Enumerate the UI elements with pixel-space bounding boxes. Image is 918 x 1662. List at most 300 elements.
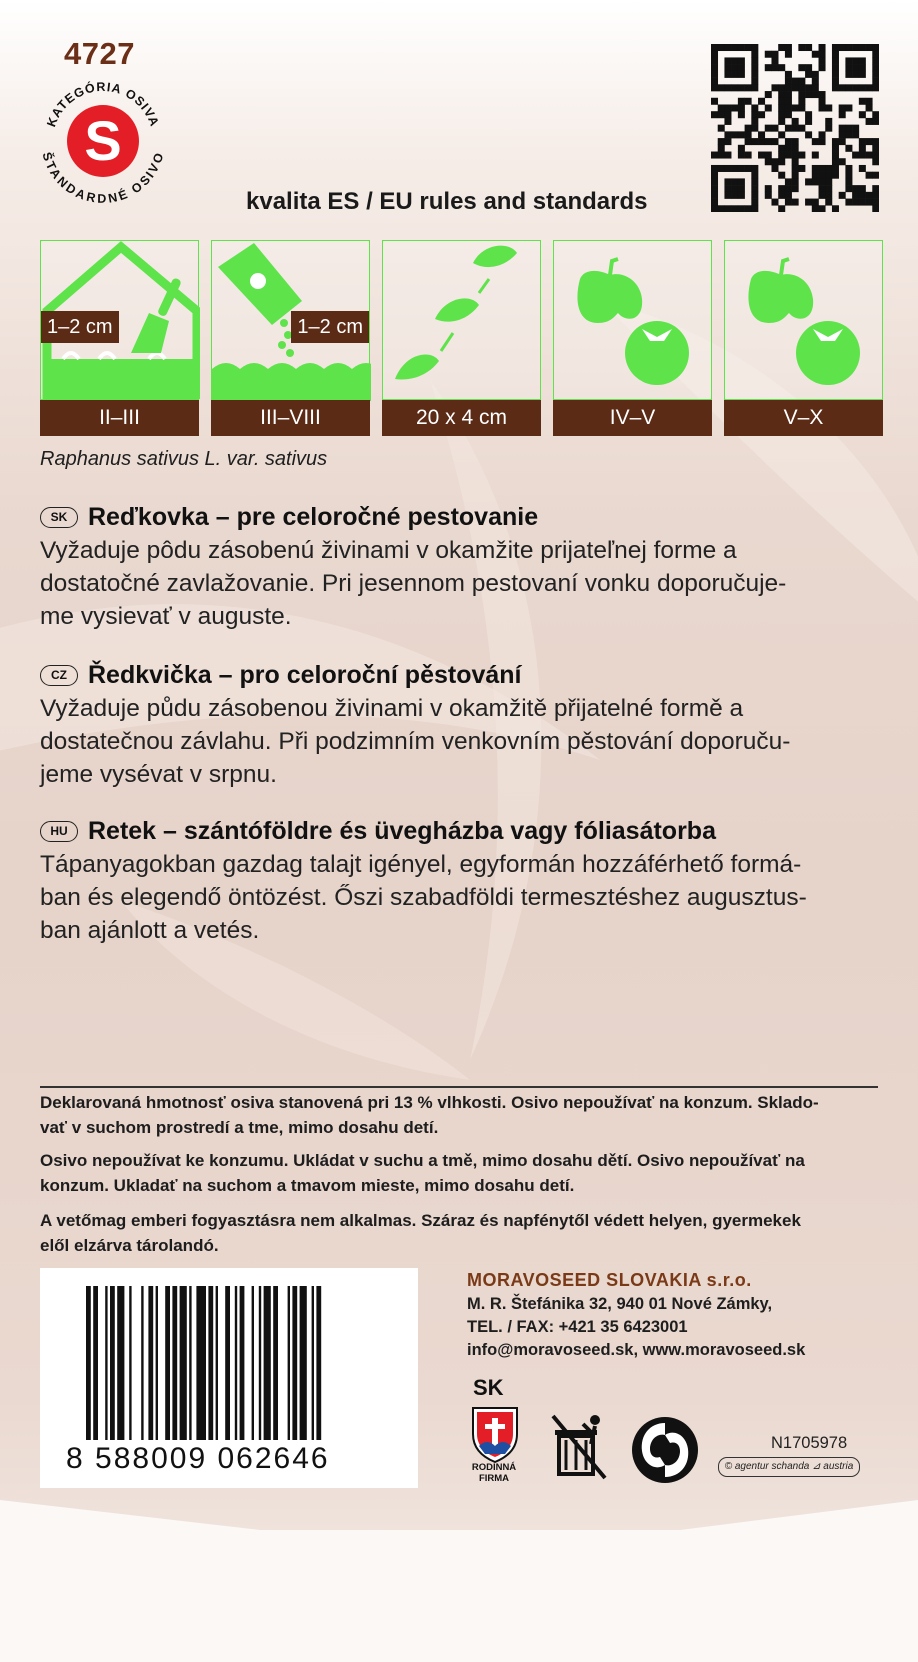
qr-module — [778, 44, 785, 51]
qr-module — [825, 104, 832, 111]
section-sk — [40, 500, 890, 633]
qr-module — [819, 185, 826, 192]
qr-module — [738, 64, 745, 71]
section-title — [40, 814, 890, 848]
qr-module — [751, 64, 758, 71]
qr-module — [792, 78, 799, 85]
qr-module — [731, 44, 738, 51]
section-hu — [40, 814, 890, 947]
barcode[interactable] — [40, 1268, 418, 1488]
family-line: FIRMA — [478, 1473, 510, 1484]
text-line: dostatočné zavlažovanie. Pri jesennom pestovaní vonku doporučuje- — [40, 570, 787, 597]
qr-module — [785, 44, 792, 51]
harvest-month-label: V–X — [724, 400, 883, 436]
barcode-bar — [196, 1286, 206, 1440]
qr-module — [758, 152, 765, 159]
text-line: jeme vysévat v srpnu. — [40, 761, 277, 788]
qr-module — [731, 104, 738, 111]
qr-module — [758, 111, 765, 118]
qr-module — [731, 178, 738, 185]
icon-card-spacing — [382, 240, 541, 436]
qr-module — [751, 71, 758, 78]
qr-module — [751, 199, 758, 206]
barcode-bar — [216, 1286, 218, 1440]
seed-packet-icon — [211, 240, 370, 400]
fine-line: vať v suchom prostredí a tme, mimo dosahu detí. — [40, 1118, 439, 1137]
icon-card-harvest-1 — [553, 240, 712, 436]
qr-module — [845, 71, 852, 78]
qr-module — [845, 185, 852, 192]
qr-module — [724, 71, 731, 78]
qr-module — [819, 104, 826, 111]
qr-module — [852, 84, 859, 91]
qr-module — [738, 185, 745, 192]
qr-module — [866, 84, 873, 91]
pepper-tomato-icon — [553, 240, 712, 400]
qr-module — [866, 98, 873, 105]
qr-module — [771, 125, 778, 132]
qr-module — [785, 192, 792, 199]
qr-module — [751, 57, 758, 64]
qr-module — [872, 138, 879, 145]
qr-module — [798, 78, 805, 85]
qr-module — [711, 199, 718, 206]
lang-badge: HU — [40, 821, 78, 842]
qr-module — [724, 165, 731, 172]
qr-module — [852, 152, 859, 159]
qr-module — [731, 185, 738, 192]
qr-module — [805, 71, 812, 78]
qr-module — [778, 185, 785, 192]
qr-module — [758, 131, 765, 138]
sowing-month-label: III–VIII — [211, 400, 370, 436]
qr-module — [738, 152, 745, 159]
qr-module — [731, 71, 738, 78]
qr-module — [738, 111, 745, 118]
qr-module — [718, 44, 725, 51]
qr-module — [792, 84, 799, 91]
qr-module — [731, 64, 738, 71]
qr-module — [765, 91, 772, 98]
qr-module — [778, 98, 785, 105]
qr-module — [872, 118, 879, 125]
qr-module — [792, 118, 799, 125]
qr-module — [859, 152, 866, 159]
qr-module — [872, 152, 879, 159]
fine-line: Osivo nepoužívat ke konzumu. Ukládat v suchu a tmě, mimo dosahu dětí. Osivo nepoužívať na — [40, 1151, 805, 1170]
qr-module — [792, 172, 799, 179]
qr-module — [771, 84, 778, 91]
barcode-bar — [105, 1286, 107, 1440]
qr-module — [778, 152, 785, 159]
qr-module — [738, 192, 745, 199]
qr-module — [724, 192, 731, 199]
qr-module — [711, 84, 718, 91]
qr-module — [819, 205, 826, 212]
qr-module — [778, 145, 785, 152]
qr-module — [738, 205, 745, 212]
qr-module — [785, 111, 792, 118]
qr-code[interactable] — [711, 44, 879, 212]
sowing-depth-label: 1–2 cm — [41, 311, 119, 343]
qr-module — [724, 185, 731, 192]
qr-module — [751, 178, 758, 185]
qr-module — [798, 91, 805, 98]
qr-module — [845, 84, 852, 91]
barcode-bar — [300, 1286, 307, 1440]
qr-module — [832, 84, 839, 91]
qr-module — [785, 138, 792, 145]
plant-spacing-icon — [382, 240, 541, 400]
qr-module — [718, 104, 725, 111]
qr-module — [751, 104, 758, 111]
qr-module — [751, 84, 758, 91]
qr-module — [859, 64, 866, 71]
qr-module — [819, 192, 826, 199]
qr-module — [845, 131, 852, 138]
qr-module — [718, 125, 725, 132]
barcode-bar — [180, 1286, 187, 1440]
qr-module — [852, 185, 859, 192]
qr-module — [872, 64, 879, 71]
qr-module — [872, 57, 879, 64]
qr-module — [778, 172, 785, 179]
qr-module — [785, 91, 792, 98]
qr-module — [825, 172, 832, 179]
qr-module — [845, 57, 852, 64]
qr-module — [805, 118, 812, 125]
qr-module — [845, 64, 852, 71]
greenhouse-icon — [40, 240, 199, 400]
qr-module — [832, 138, 839, 145]
qr-module — [832, 158, 839, 165]
fine-line: A vetőmag emberi fogyasztásra nem alkalmas. Száraz és napfénytől védett helyen, gyermekek — [40, 1211, 801, 1230]
qr-module — [805, 111, 812, 118]
qr-module — [711, 78, 718, 85]
qr-module — [859, 145, 866, 152]
qr-module — [751, 138, 758, 145]
qr-module — [738, 44, 745, 51]
barcode-bar — [165, 1286, 170, 1440]
barcode-bar — [141, 1286, 143, 1440]
company-web[interactable]: info@moravoseed.sk, www.moravoseed.sk — [467, 1341, 806, 1359]
sowing-depth-label: 1–2 cm — [291, 311, 369, 343]
qr-module — [859, 44, 866, 51]
qr-module — [859, 84, 866, 91]
qr-module — [825, 199, 832, 206]
qr-module — [812, 138, 819, 145]
section-cz — [40, 658, 890, 791]
qr-module — [751, 78, 758, 85]
qr-module — [771, 138, 778, 145]
qr-module — [745, 98, 752, 105]
seal-top-text: KATEGÓRIA OSIVA — [44, 79, 162, 129]
qr-module — [724, 131, 731, 138]
qr-module — [718, 165, 725, 172]
section-text — [40, 692, 890, 791]
qr-module — [751, 118, 758, 125]
qr-module — [845, 199, 852, 206]
qr-module — [745, 125, 752, 132]
qr-module — [819, 178, 826, 185]
qr-module — [812, 71, 819, 78]
qr-module — [738, 131, 745, 138]
qr-module — [785, 51, 792, 58]
qr-module — [724, 205, 731, 212]
qr-module — [839, 192, 846, 199]
qr-module — [771, 57, 778, 64]
qr-module — [745, 152, 752, 159]
qr-module — [778, 158, 785, 165]
qr-module — [731, 57, 738, 64]
seed-category-seal — [36, 74, 170, 208]
qr-module — [812, 172, 819, 179]
qr-module — [785, 98, 792, 105]
lang-badge: SK — [40, 507, 78, 528]
section-heading: Retek – szántóföldre és üvegházba vagy fóliasátorba — [88, 816, 716, 845]
qr-module — [866, 138, 873, 145]
text-line: Vyžaduje pôdu zásobenú živinami v okamžite prijateľnej forme a — [40, 537, 737, 564]
barcode-bar — [264, 1286, 271, 1440]
barcode-bar — [148, 1286, 153, 1440]
qr-module — [839, 125, 846, 132]
qr-module — [839, 104, 846, 111]
qr-module — [798, 125, 805, 132]
qr-module — [866, 152, 873, 159]
text-line: me vysievať v auguste. — [40, 603, 292, 630]
text-line: Tápanyagokban gazdag talajt igényel, egyformán hozzáférhető formá- — [40, 851, 802, 878]
barcode-bar — [86, 1286, 91, 1440]
qr-module — [839, 138, 846, 145]
icon-card-harvest-2 — [724, 240, 883, 436]
qr-module — [765, 51, 772, 58]
qr-module — [805, 64, 812, 71]
qr-module — [738, 98, 745, 105]
qr-module — [745, 165, 752, 172]
barcode-bar — [273, 1286, 278, 1440]
qr-module — [724, 57, 731, 64]
qr-module — [866, 104, 873, 111]
qr-module — [724, 138, 731, 145]
qr-module — [845, 165, 852, 172]
country-label: SK — [473, 1375, 504, 1400]
qr-module — [859, 111, 866, 118]
barcode-bar — [240, 1286, 245, 1440]
qr-module — [731, 131, 738, 138]
qr-module — [771, 165, 778, 172]
qr-module — [825, 178, 832, 185]
qr-module — [852, 71, 859, 78]
qr-module — [872, 199, 879, 206]
variety-code: 4727 — [64, 36, 135, 71]
qr-module — [724, 44, 731, 51]
barcode-bar — [93, 1286, 98, 1440]
fine-line: elől elzárva tárolandó. — [40, 1236, 219, 1255]
qr-module — [839, 111, 846, 118]
qr-module — [798, 64, 805, 71]
qr-module — [771, 51, 778, 58]
qr-module — [825, 165, 832, 172]
qr-module — [812, 51, 819, 58]
qr-module — [866, 118, 873, 125]
qr-module — [839, 158, 846, 165]
qr-module — [724, 104, 731, 111]
qr-module — [778, 84, 785, 91]
qr-module — [711, 192, 718, 199]
qr-module — [765, 185, 772, 192]
qr-module — [711, 185, 718, 192]
divider — [40, 1086, 878, 1088]
barcode-bar — [117, 1286, 124, 1440]
qr-module — [751, 111, 758, 118]
qr-module — [825, 125, 832, 132]
qr-module — [859, 192, 866, 199]
qr-module — [738, 57, 745, 64]
qr-module — [778, 192, 785, 199]
barcode-bar — [288, 1286, 290, 1440]
qr-module — [872, 71, 879, 78]
qr-module — [872, 51, 879, 58]
barcode-bar — [156, 1286, 158, 1440]
qr-module — [839, 44, 846, 51]
qr-module — [812, 91, 819, 98]
qr-module — [832, 172, 839, 179]
section-heading: Ředkvička – pro celoroční pěstování — [88, 660, 522, 689]
qr-module — [872, 205, 879, 212]
fine-print-cz — [40, 1148, 880, 1198]
fine-print-sk — [40, 1090, 880, 1140]
qr-module — [724, 64, 731, 71]
qr-module — [792, 158, 799, 165]
qr-module — [765, 125, 772, 132]
qr-module — [745, 44, 752, 51]
qr-module — [731, 165, 738, 172]
qr-module — [872, 44, 879, 51]
barcode-bar — [292, 1286, 297, 1440]
qr-module — [751, 165, 758, 172]
qr-module — [778, 64, 785, 71]
qr-module — [751, 44, 758, 51]
qr-module — [738, 165, 745, 172]
qr-module — [832, 44, 839, 51]
qr-module — [792, 199, 799, 206]
qr-module — [859, 185, 866, 192]
qr-module — [765, 158, 772, 165]
section-title — [40, 500, 890, 534]
qr-module — [738, 71, 745, 78]
recycling-bin-icon — [551, 1414, 607, 1480]
sowing-month-label: II–III — [40, 400, 199, 436]
qr-module — [771, 158, 778, 165]
qr-module — [792, 165, 799, 172]
text-line: Vyžaduje půdu zásobenou živinami v okamžitě přijatelné formě a — [40, 695, 744, 722]
qr-module — [778, 131, 785, 138]
qr-module — [724, 178, 731, 185]
fine-line: konzum. Ukladať na suchom a tmavom mieste, mimo dosahu detí. — [40, 1176, 575, 1195]
harvest-month-label: IV–V — [553, 400, 712, 436]
qr-module — [785, 185, 792, 192]
qr-module — [845, 104, 852, 111]
barcode-bar — [316, 1286, 321, 1440]
qr-module — [859, 98, 866, 105]
qr-module — [805, 91, 812, 98]
qr-module — [872, 111, 879, 118]
qr-module — [738, 84, 745, 91]
qr-module — [798, 84, 805, 91]
qr-module — [778, 118, 785, 125]
green-dot-recycle-icon — [630, 1415, 700, 1485]
qr-module — [832, 64, 839, 71]
family-firm-label — [462, 1462, 526, 1484]
barcode-bar — [252, 1286, 254, 1440]
qr-module — [718, 138, 725, 145]
qr-module — [711, 57, 718, 64]
qr-module — [819, 165, 826, 172]
qr-module — [832, 51, 839, 58]
qr-module — [819, 98, 826, 105]
text-line: dostatečnou závlahu. Při podzimním venkovním pěstování doporuču- — [40, 728, 791, 755]
agency-credit: © agentur schanda ⊿ austria — [718, 1457, 860, 1477]
spacing-label: 20 x 4 cm — [382, 400, 541, 436]
qr-module — [758, 138, 765, 145]
qr-module — [798, 165, 805, 172]
qr-module — [711, 98, 718, 105]
qr-module — [745, 205, 752, 212]
family-line: RODINNÁ — [471, 1462, 517, 1473]
qr-module — [852, 199, 859, 206]
qr-module — [765, 152, 772, 159]
qr-module — [751, 205, 758, 212]
text-line: ban és elegendő öntözést. Őszi szabadföldi termesztéshez augusztus- — [40, 884, 807, 911]
qr-module — [751, 51, 758, 58]
seal-bottom-text: ŠTANDARDNÉ OSIVO — [39, 150, 167, 206]
qr-module — [866, 199, 873, 206]
qr-module — [839, 131, 846, 138]
qr-module — [778, 91, 785, 98]
barcode-bar — [189, 1286, 191, 1440]
qr-module — [718, 152, 725, 159]
qr-module — [711, 71, 718, 78]
qr-module — [852, 192, 859, 199]
barcode-bar — [235, 1286, 237, 1440]
qr-module — [718, 111, 725, 118]
qr-module — [711, 111, 718, 118]
product-code: N1705978 — [771, 1434, 848, 1452]
qr-module — [872, 158, 879, 165]
qr-module — [812, 78, 819, 85]
qr-module — [792, 185, 799, 192]
qr-module — [812, 199, 819, 206]
qr-module — [785, 178, 792, 185]
qr-module — [852, 125, 859, 132]
qr-module — [872, 192, 879, 199]
barcode-bar — [172, 1286, 177, 1440]
qr-module — [819, 138, 826, 145]
qr-module — [798, 44, 805, 51]
qr-module — [792, 125, 799, 132]
qr-module — [731, 84, 738, 91]
qr-module — [738, 178, 745, 185]
qr-module — [778, 205, 785, 212]
qr-module — [711, 152, 718, 159]
qr-module — [792, 145, 799, 152]
qr-module — [792, 178, 799, 185]
qr-module — [859, 165, 866, 172]
qr-module — [852, 64, 859, 71]
qr-module — [825, 192, 832, 199]
qr-module — [812, 178, 819, 185]
company-address: M. R. Štefánika 32, 940 01 Nové Zámky, — [467, 1295, 773, 1313]
